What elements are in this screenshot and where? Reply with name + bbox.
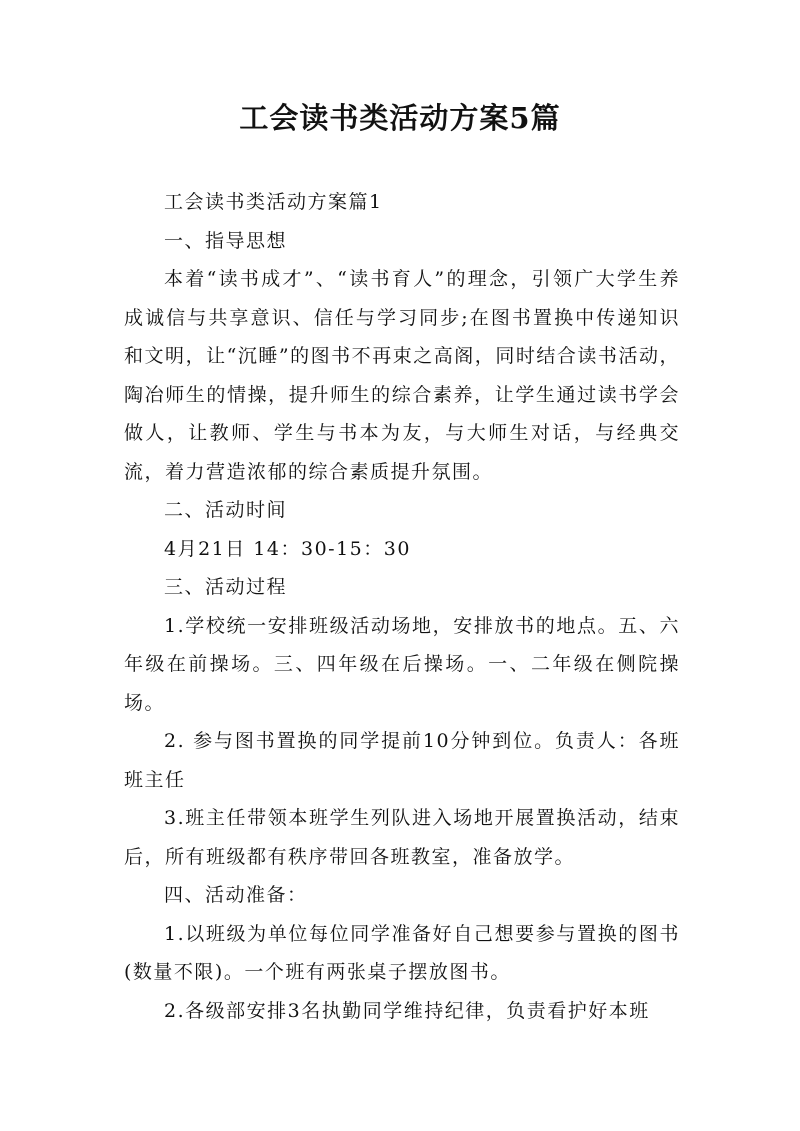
body-paragraph: 1.学校统一安排班级活动场地，安排放书的地点。五、六年级在前操场。三、四年级在后操场。一、二年级在侧院操场。 bbox=[124, 614, 680, 714]
body-paragraph: 2. 参与图书置换的同学提前10分钟到位。负责人：各班班主任 bbox=[124, 730, 680, 791]
subsection-heading: 四、活动准备： bbox=[164, 884, 308, 906]
document-title: 工会读书类活动方案5篇 bbox=[239, 101, 561, 135]
section-heading: 工会读书类活动方案篇1 bbox=[164, 191, 383, 213]
body-paragraph: 本着“读书成才”、“读书育人”的理念，引领广大学生养成诚信与共享意识、信任与学习同步;在图书置换中传递知识和文明，让“沉睡”的图书不再束之高阁，同时结合读书活动，陶冶师生的情操，提升师生的综合素养，让学生通过读书学会做人，让教师、学生与书本为友，与大师生对话，与经典交流，着力营造浓郁的综合素质提升氛围。 bbox=[124, 268, 680, 483]
document-body bbox=[124, 183, 680, 1030]
body-paragraph: 3.班主任带领本班学生列队进入场地开展置换活动，结束后，所有班级都有秩序带回各班教室，准备放学。 bbox=[124, 807, 680, 868]
body-paragraph: 1.以班级为单位每位同学准备好自己想要参与置换的图书(数量不限)。一个班有两张桌子摆放图书。 bbox=[124, 922, 680, 983]
body-paragraph: 2.各级部安排3名执勤同学维持纪律，负责看护好本班 bbox=[164, 999, 650, 1022]
body-paragraph: 4月21日 14：30-15：30 bbox=[164, 537, 411, 560]
subsection-heading: 一、指导思想 bbox=[164, 229, 288, 252]
subsection-heading: 三、活动过程 bbox=[164, 576, 288, 598]
subsection-heading: 二、活动时间 bbox=[164, 499, 288, 521]
